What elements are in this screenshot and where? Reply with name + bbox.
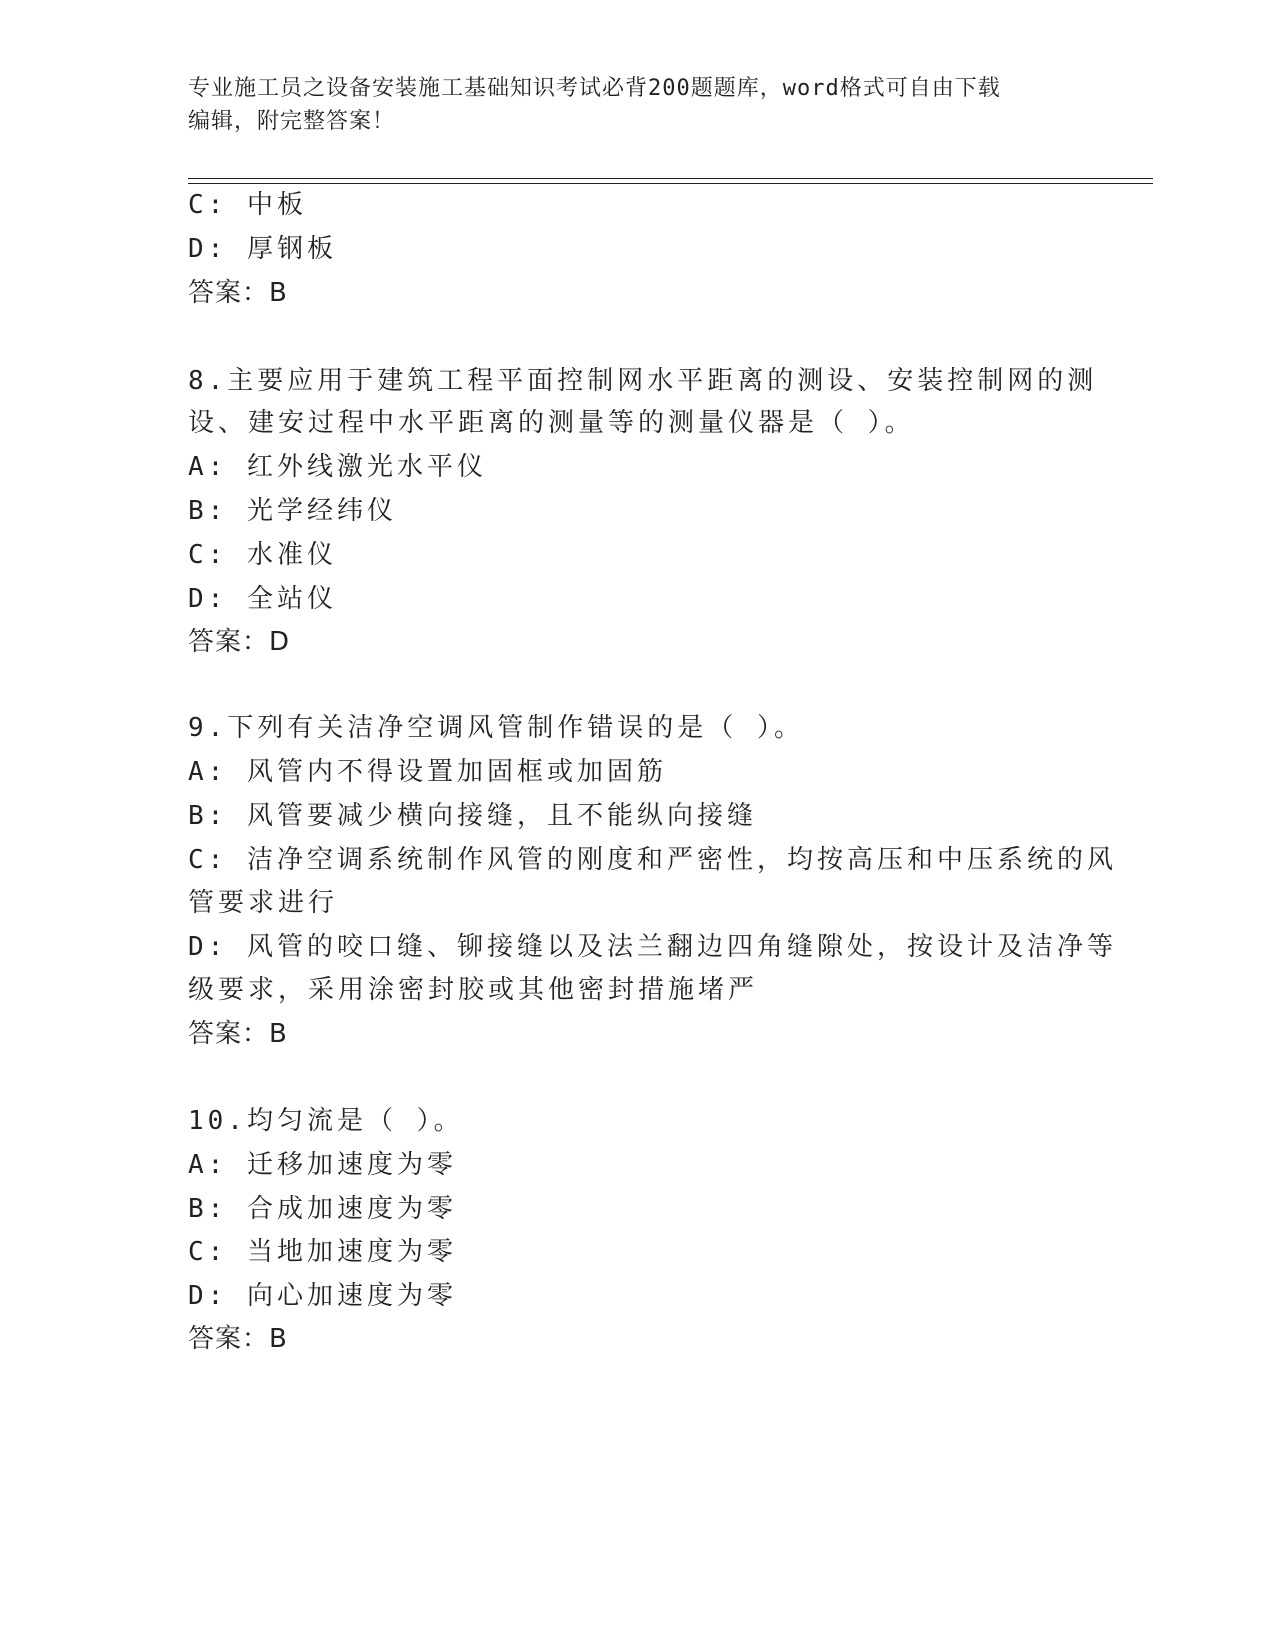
prev-question-option-c: C: 中板 [188,190,307,220]
document-header [188,72,1068,138]
q10-option-b: B: 合成加速度为零 [188,1194,457,1224]
q8-option-c: C: 水准仪 [188,540,337,570]
q9-option-a: A: 风管内不得设置加固框或加固筋 [188,757,667,787]
q8-option-b: B: 光学经纬仪 [188,496,397,526]
q9-option-c-line-1: C: 洁净空调系统制作风管的刚度和严密性，均按高压和中压系统的风 [188,845,1117,875]
q10-option-c: C: 当地加速度为零 [188,1237,457,1267]
q10-option-d: D: 向心加速度为零 [188,1281,457,1311]
q8-stem-line-2: 设、建安过程中水平距离的测量等的测量仪器是（ ）。 [188,408,915,438]
prev-question-answer: 答案：B [188,278,288,308]
q9-option-d-line-2: 级要求，采用涂密封胶或其他密封措施堵严 [188,975,759,1005]
q9-option-c-line-2: 管要求进行 [188,888,339,918]
q9-option-b: B: 风管要减少横向接缝，且不能纵向接缝 [188,801,757,831]
q8-stem-line-1: 8.主要应用于建筑工程平面控制网水平距离的测设、安装控制网的测 [188,366,1098,396]
header-divider-bottom [188,183,1153,184]
q9-answer: 答案：B [188,1019,288,1049]
header-divider-top [188,178,1153,179]
header-title-line-2: 编辑，附完整答案！ [188,109,396,134]
q10-option-a: A: 迁移加速度为零 [188,1150,457,1180]
q10-answer: 答案：B [188,1324,288,1354]
q8-option-d: D: 全站仪 [188,584,337,614]
header-title-line-1: 专业施工员之设备安装施工基础知识考试必背200题题库，word格式可自由下载 [188,76,1001,101]
q8-answer: 答案：D [188,627,291,657]
q8-option-a: A: 红外线激光水平仪 [188,452,487,482]
q9-stem: 9.下列有关洁净空调风管制作错误的是（ ）。 [188,713,804,743]
q10-stem: 10.均匀流是（ ）。 [188,1106,464,1136]
q9-option-d-line-1: D: 风管的咬口缝、铆接缝以及法兰翻边四角缝隙处，按设计及洁净等 [188,932,1117,962]
prev-question-option-d: D: 厚钢板 [188,234,337,264]
